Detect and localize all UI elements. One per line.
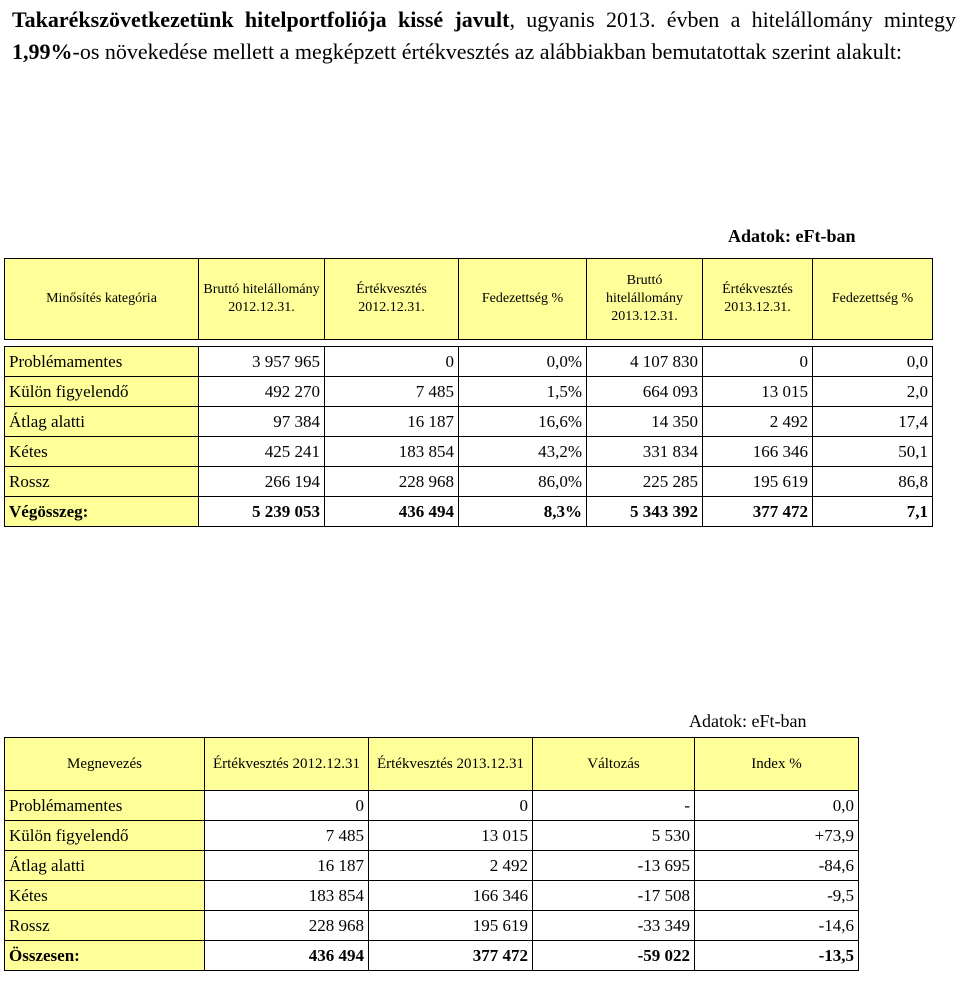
table-cell: 43,2% (459, 437, 587, 467)
table-cell: -13 695 (533, 851, 695, 881)
table-cell: 266 194 (199, 467, 325, 497)
table-cell: 16,6% (459, 407, 587, 437)
intro-growth-rate: 1,99% (12, 39, 73, 64)
table-cell: 0,0% (459, 347, 587, 377)
table-cell: 4 107 830 (587, 347, 703, 377)
table-cell: 16 187 (205, 851, 369, 881)
table-cell: 16 187 (325, 407, 459, 437)
table-cell: - (533, 791, 695, 821)
table-cell: 377 472 (369, 941, 533, 971)
table-cell: 0,0 (813, 347, 933, 377)
table-cell: 7 485 (205, 821, 369, 851)
table-cell: 97 384 (199, 407, 325, 437)
table2-header-change: Változás (533, 738, 695, 791)
table-row (5, 377, 933, 407)
table-cell: +73,9 (695, 821, 859, 851)
table-cell: 183 854 (325, 437, 459, 467)
table-cell: 228 968 (205, 911, 369, 941)
table-cell: 5 239 053 (199, 497, 325, 527)
table2-header-impairment-2013: Értékvesztés 2013.12.31 (369, 738, 533, 791)
table2-body (5, 791, 859, 971)
intro-bold-lead: Takarékszövetkezetünk hitelportfoliója kissé javult (12, 7, 510, 32)
table-cell: 5 343 392 (587, 497, 703, 527)
table-cell: 228 968 (325, 467, 459, 497)
table-cell: -59 022 (533, 941, 695, 971)
table1-header-coverage-2013: Fedezettség % (813, 259, 933, 340)
table2-unit-note: Adatok: eFt-ban (689, 711, 807, 731)
table-row (5, 407, 933, 437)
table-cell: 2,0 (813, 377, 933, 407)
table-cell: -33 349 (533, 911, 695, 941)
table-cell: 2 492 (703, 407, 813, 437)
table1-body (5, 347, 933, 527)
row-label: Kétes (5, 881, 205, 911)
table1-header-row (5, 259, 933, 340)
table-cell: 14 350 (587, 407, 703, 437)
table-cell: -9,5 (695, 881, 859, 911)
table-cell: 377 472 (703, 497, 813, 527)
intro-text-a: , ugyanis 2013. évben a hitelállomány mintegy (509, 7, 956, 32)
table-cell: -14,6 (695, 911, 859, 941)
table-cell: 195 619 (703, 467, 813, 497)
table1-header-impairment-2012: Értékvesztés 2012.12.31. (325, 259, 459, 340)
table1-header-impairment-2013: Értékvesztés 2013.12.31. (703, 259, 813, 340)
table-cell: 13 015 (703, 377, 813, 407)
table-cell: 86,8 (813, 467, 933, 497)
table-cell: 17,4 (813, 407, 933, 437)
table-cell: 492 270 (199, 377, 325, 407)
table-cell: 436 494 (325, 497, 459, 527)
table-cell: 331 834 (587, 437, 703, 467)
table-total-row (5, 497, 933, 527)
table-cell: 664 093 (587, 377, 703, 407)
table-cell: 1,5% (459, 377, 587, 407)
table-cell: 0 (205, 791, 369, 821)
row-label: Átlag alatti (5, 407, 199, 437)
row-label: Problémamentes (5, 347, 199, 377)
table2-header-index: Index % (695, 738, 859, 791)
table-cell: -13,5 (695, 941, 859, 971)
table1-header-coverage-2012: Fedezettség % (459, 259, 587, 340)
row-label: Rossz (5, 467, 199, 497)
intro-text-b: -os növekedése mellett a megképzett értékvesztés az alábbiakban bemutatottak szerint alakult: (72, 39, 903, 64)
table-cell: 0 (325, 347, 459, 377)
table-cell: 436 494 (205, 941, 369, 971)
table-row (5, 437, 933, 467)
table-cell: 5 530 (533, 821, 695, 851)
impairment-change-table (4, 737, 859, 971)
row-label: Kétes (5, 437, 199, 467)
table-cell: 166 346 (369, 881, 533, 911)
portfolio-table (4, 258, 933, 527)
table-row (5, 881, 859, 911)
row-label: Külön figyelendő (5, 377, 199, 407)
table-cell: 7 485 (325, 377, 459, 407)
table-row (5, 821, 859, 851)
table-row (5, 851, 859, 881)
intro-paragraph (12, 4, 956, 68)
table1-header-gross-2012: Bruttó hitelállomány 2012.12.31. (199, 259, 325, 340)
row-label: Rossz (5, 911, 205, 941)
table-total-row (5, 941, 859, 971)
table1-unit-note: Adatok: eFt-ban (728, 226, 856, 246)
table-cell: 225 285 (587, 467, 703, 497)
row-label: Végösszeg: (5, 497, 199, 527)
row-label: Átlag alatti (5, 851, 205, 881)
row-label: Problémamentes (5, 791, 205, 821)
table-cell: 0,0 (695, 791, 859, 821)
table2-header-name: Megnevezés (5, 738, 205, 791)
table-cell: 3 957 965 (199, 347, 325, 377)
row-label: Összesen: (5, 941, 205, 971)
table-cell: 0 (369, 791, 533, 821)
table-cell: 7,1 (813, 497, 933, 527)
table-cell: 166 346 (703, 437, 813, 467)
table-row (5, 467, 933, 497)
table-cell: 2 492 (369, 851, 533, 881)
table1-header-gross-2013: Bruttó hitelállomány 2013.12.31. (587, 259, 703, 340)
table2-header-impairment-2012: Értékvesztés 2012.12.31 (205, 738, 369, 791)
table2-header-row (5, 738, 859, 791)
table-cell: 50,1 (813, 437, 933, 467)
table-cell: 183 854 (205, 881, 369, 911)
table-row (5, 911, 859, 941)
table-cell: 195 619 (369, 911, 533, 941)
table-row (5, 347, 933, 377)
table-cell: -17 508 (533, 881, 695, 911)
table-cell: 86,0% (459, 467, 587, 497)
table1-header-category: Minősítés kategória (5, 259, 199, 340)
table-row (5, 791, 859, 821)
table-cell: 13 015 (369, 821, 533, 851)
table-cell: -84,6 (695, 851, 859, 881)
table-cell: 0 (703, 347, 813, 377)
table-cell: 425 241 (199, 437, 325, 467)
table-cell: 8,3% (459, 497, 587, 527)
row-label: Külön figyelendő (5, 821, 205, 851)
